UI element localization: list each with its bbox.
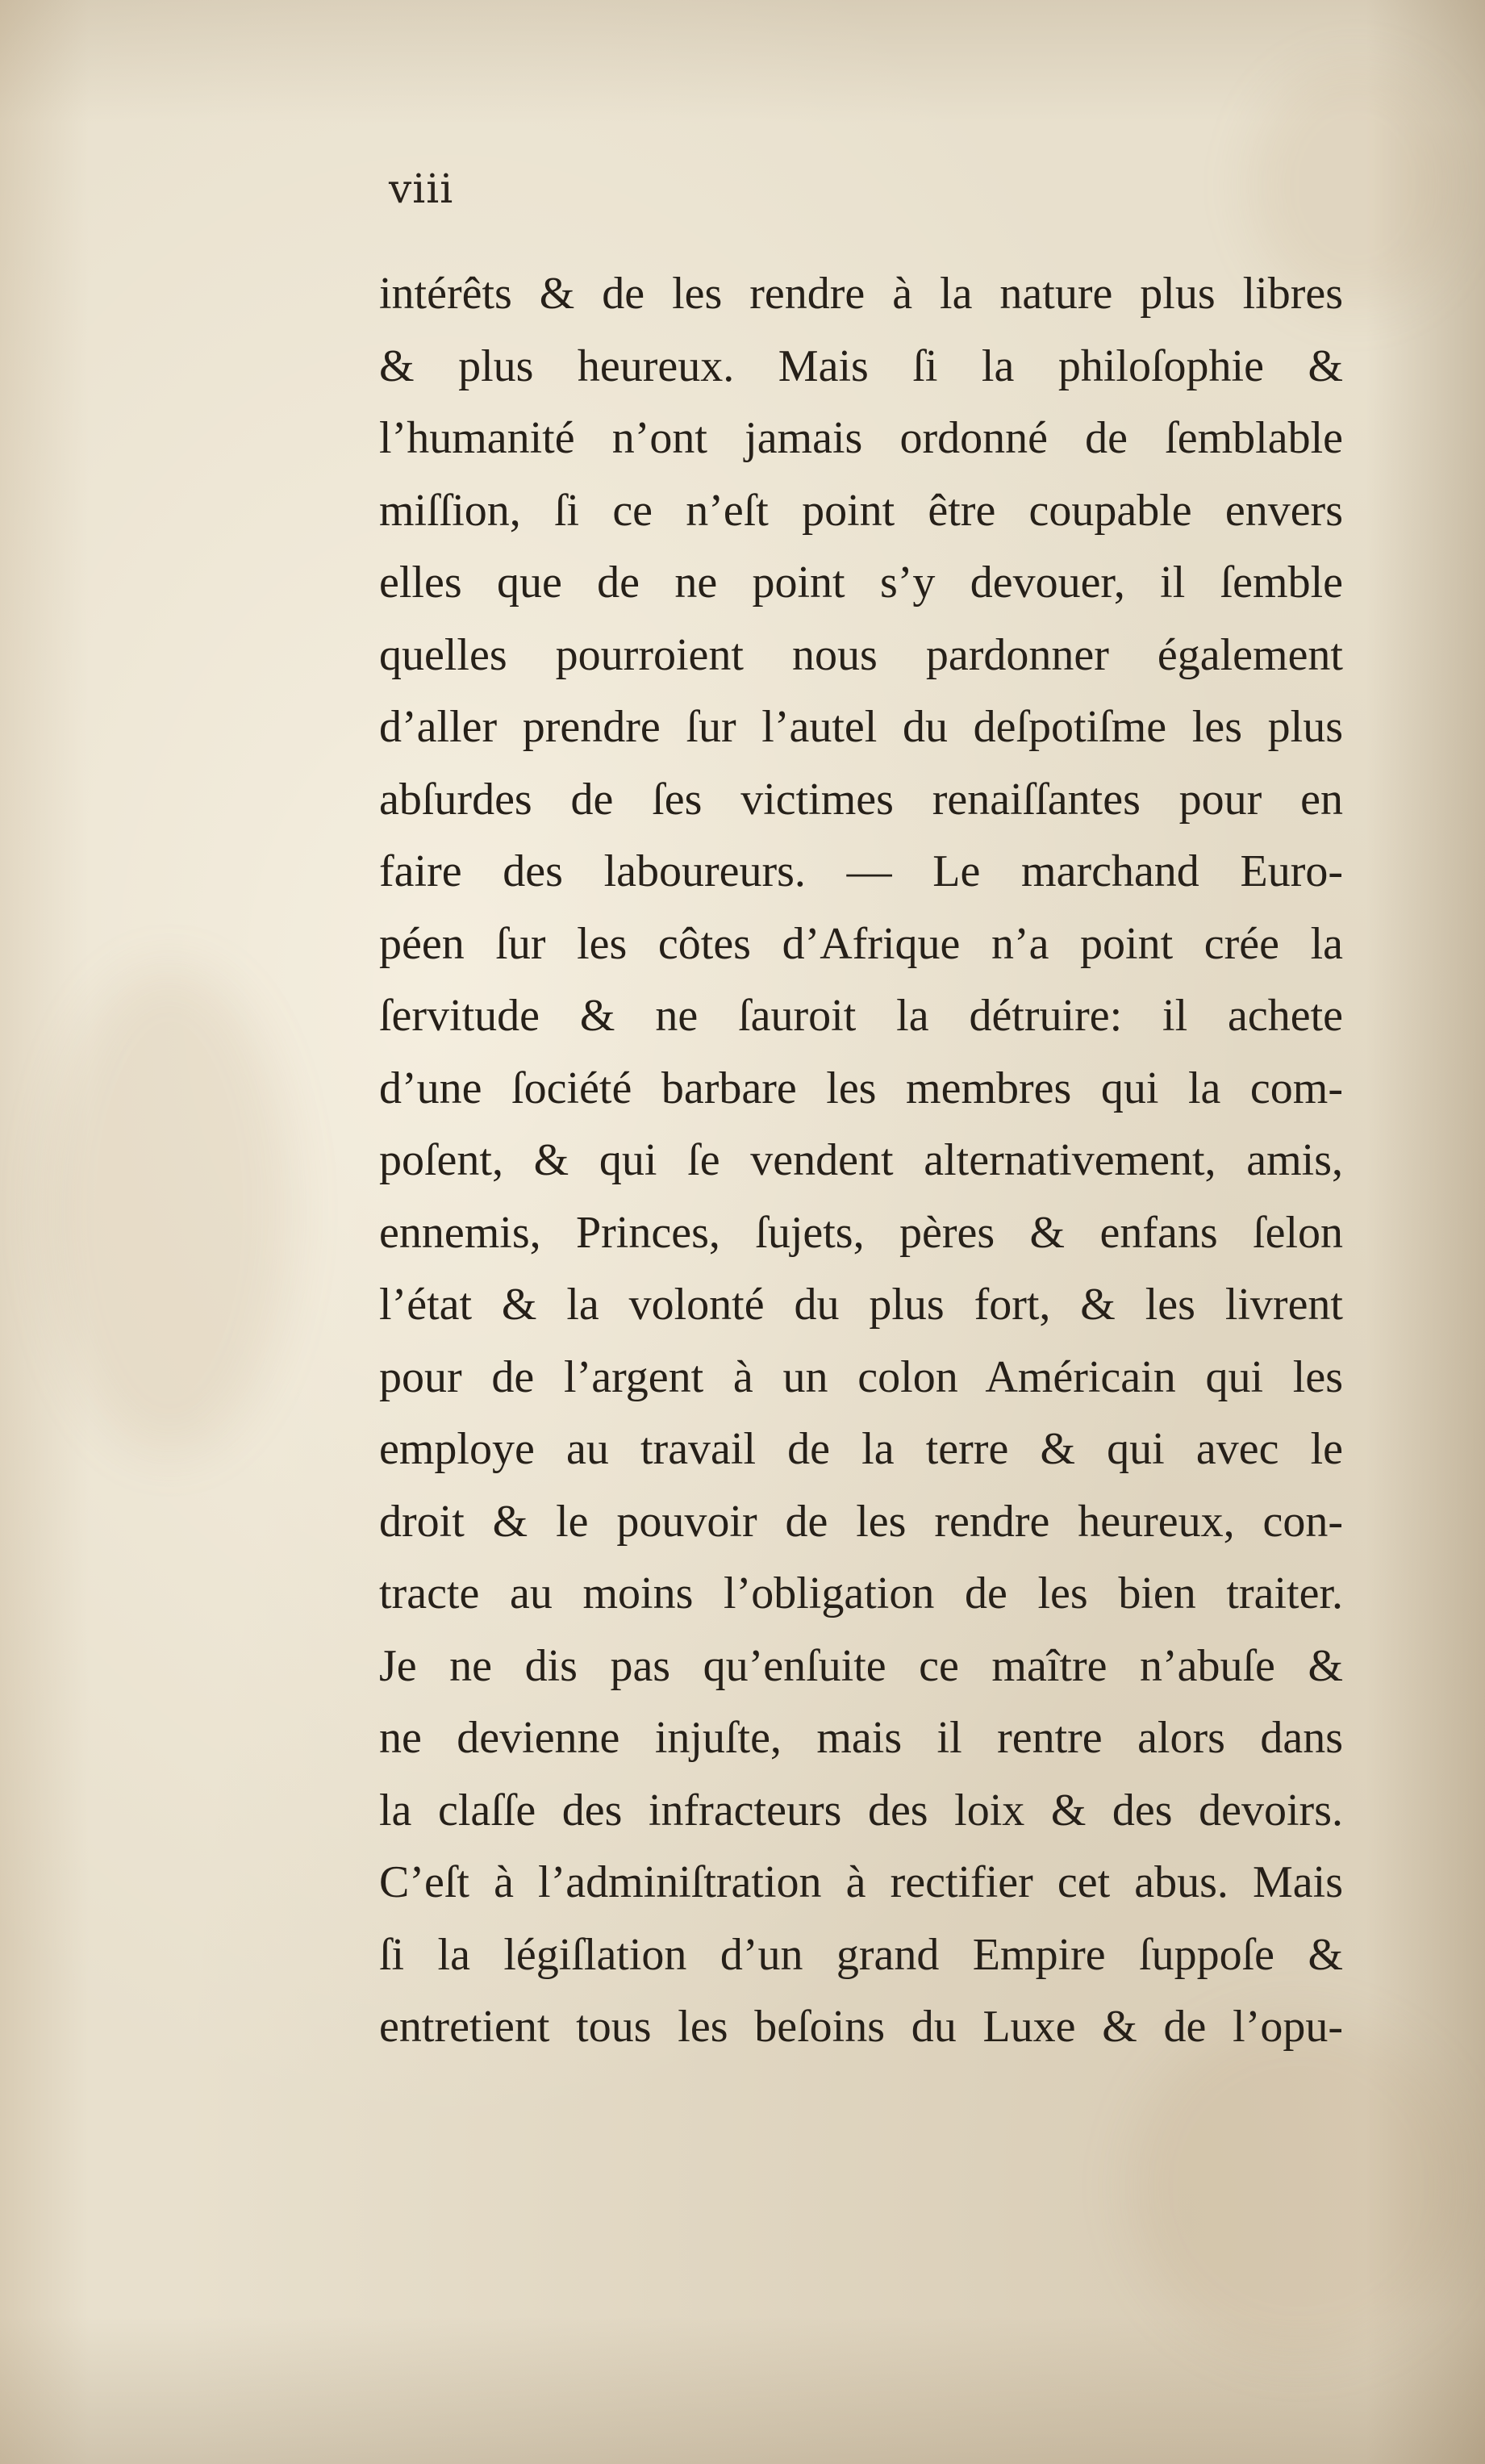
body-text (379, 258, 1343, 2064)
text-line: droit & le pouvoir de les rendre heureux, con- (379, 1496, 1343, 1547)
text-line: faire des laboureurs. — Le marchand Euro- (379, 846, 1343, 896)
text-line: d’une ſociété barbare les membres qui la com- (379, 1063, 1343, 1113)
text-line: ne devienne injuſte, mais il rentre alors dans (379, 1713, 1343, 1763)
text-line: pour de l’argent à un colon Américain qui les (379, 1351, 1343, 1402)
text-line: ennemis, Princes, ſujets, pères & enfans ſelon (379, 1207, 1343, 1258)
text-line: d’aller prendre ſur l’autel du deſpotiſme les plus (379, 702, 1343, 752)
text-line: intérêts & de les rendre à la nature plus libres (379, 269, 1343, 319)
text-line: abſurdes de ſes victimes renaiſſantes pour en (379, 774, 1343, 825)
text-line: ſi la légiſlation d’un grand Empire ſuppoſe & (379, 1929, 1343, 1980)
text-line: elles que de ne point s’y devouer, il ſemble (379, 558, 1343, 608)
text-line: péen ſur les côtes d’Afrique n’a point crée la (379, 918, 1343, 969)
text-line: tracte au moins l’obligation de les bien traiter. (379, 1568, 1343, 1618)
page-number: viii (389, 165, 454, 212)
text-line: Je ne dis pas qu’enſuite ce maître n’abuſe & (379, 1640, 1343, 1691)
text-line: quelles pourroient nous pardonner également (379, 629, 1343, 680)
text-line: l’état & la volonté du plus fort, & les livrent (379, 1280, 1343, 1330)
text-line: ſervitude & ne ſauroit la détruire: il achete (379, 991, 1343, 1041)
text-line: entretient tous les beſoins du Luxe & de l’opu- (379, 2002, 1343, 2052)
text-line: employe au travail de la terre & qui avec le (379, 1424, 1343, 1474)
text-line: C’eſt à l’adminiſtration à rectifier cet abus. Mais (379, 1857, 1343, 1907)
text-line: poſent, & qui ſe vendent alternativement, amis, (379, 1135, 1343, 1185)
paper-stain (1129, 2017, 1468, 2356)
text-line: la claſſe des infracteurs des loix & des devoirs. (379, 1785, 1343, 1835)
text-line: miſſion, ſi ce n’eſt point être coupable envers (379, 485, 1343, 536)
paper-stain (48, 968, 290, 1452)
text-line: l’humanité n’ont jamais ordonné de ſemblable (379, 413, 1343, 463)
text-line: & plus heureux. Mais ſi la philoſophie & (379, 340, 1343, 391)
